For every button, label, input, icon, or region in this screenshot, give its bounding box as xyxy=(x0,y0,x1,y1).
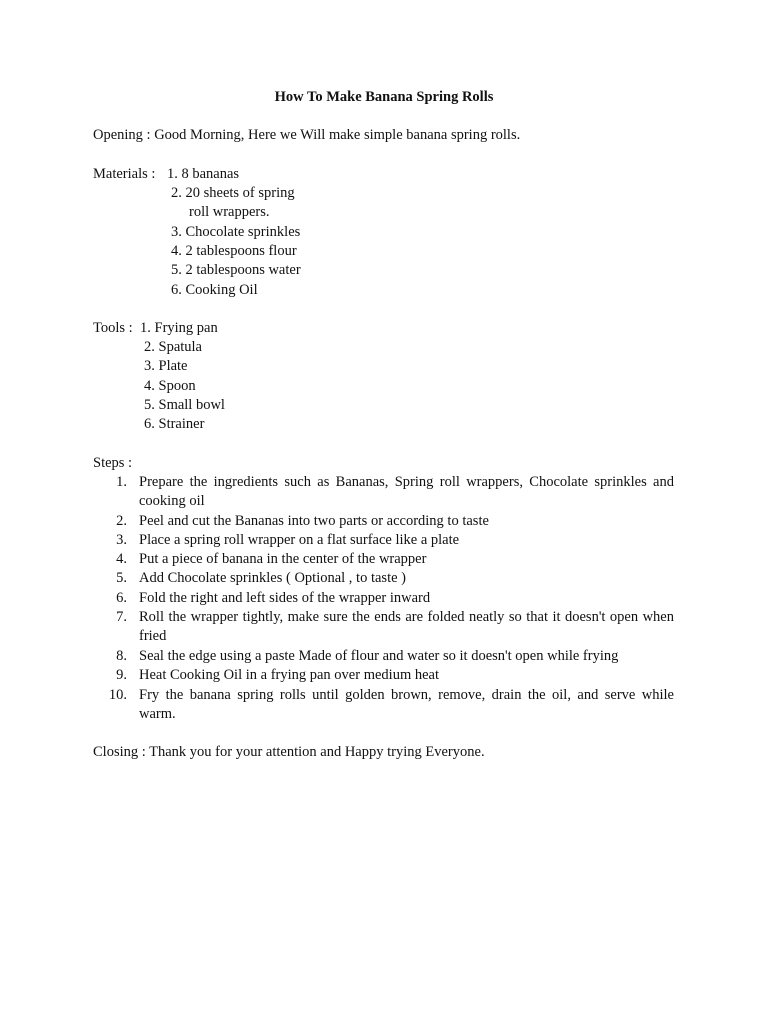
step-number: 7. xyxy=(116,609,127,625)
material-item: 4. 2 tablespoons flour xyxy=(171,243,297,259)
materials-label: Materials : xyxy=(93,166,156,182)
step-number: 4. xyxy=(116,551,127,567)
material-item: 1. 8 bananas xyxy=(167,166,240,182)
step-number: 5. xyxy=(116,570,127,586)
document-title: How To Make Banana Spring Rolls xyxy=(274,89,494,105)
step-text: Seal the edge using a paste Made of flour and water so it doesn't open while frying xyxy=(139,648,619,664)
step-text: Add Chocolate sprinkles ( Optional , to taste ) xyxy=(139,570,406,586)
material-item: 3. Chocolate sprinkles xyxy=(171,224,301,240)
tools-label: Tools : xyxy=(93,320,133,336)
step-text: Heat Cooking Oil in a frying pan over medium heat xyxy=(139,667,439,683)
material-item-continuation: roll wrappers. xyxy=(189,204,270,220)
step-number: 10. xyxy=(108,687,127,703)
tool-item: 4. Spoon xyxy=(144,378,196,394)
tool-item: 1. Frying pan xyxy=(140,320,218,336)
step-text: Fold the right and left sides of the wrapper inward xyxy=(139,590,431,606)
step-text: Place a spring roll wrapper on a flat surface like a plate xyxy=(139,532,460,548)
tool-item: 6. Strainer xyxy=(144,416,205,432)
step-number: 8. xyxy=(116,648,127,664)
step-number: 3. xyxy=(116,532,127,548)
tool-item: 3. Plate xyxy=(144,358,188,374)
tool-item: 2. Spatula xyxy=(144,339,202,355)
step-number: 9. xyxy=(116,667,127,683)
opening-line: Opening : Good Morning, Here we Will make simple banana spring rolls. xyxy=(93,127,521,143)
step-text: Put a piece of banana in the center of the wrapper xyxy=(139,551,427,567)
step-text: Peel and cut the Bananas into two parts or according to taste xyxy=(139,513,489,529)
tool-item: 5. Small bowl xyxy=(144,397,225,413)
closing-line: Closing : Thank you for your attention and Happy trying Everyone. xyxy=(93,744,485,760)
step-text: Fry the banana spring rolls until golden brown, remove, drain the oil, and serve while warm. xyxy=(139,687,674,723)
steps-label: Steps : xyxy=(93,455,133,471)
material-item: 5. 2 tablespoons water xyxy=(171,262,301,278)
step-number: 1. xyxy=(116,474,127,490)
step-number: 2. xyxy=(116,513,127,529)
step-text: Roll the wrapper tightly, make sure the ends are folded neatly so that it doesn't open when fried xyxy=(139,609,674,645)
step-number: 6. xyxy=(116,590,127,606)
material-item: 6. Cooking Oil xyxy=(171,282,258,298)
step-text: Prepare the ingredients such as Bananas, Spring roll wrappers, Chocolate sprinkles and cooking oil xyxy=(139,474,674,510)
material-item: 2. 20 sheets of spring xyxy=(171,185,295,201)
